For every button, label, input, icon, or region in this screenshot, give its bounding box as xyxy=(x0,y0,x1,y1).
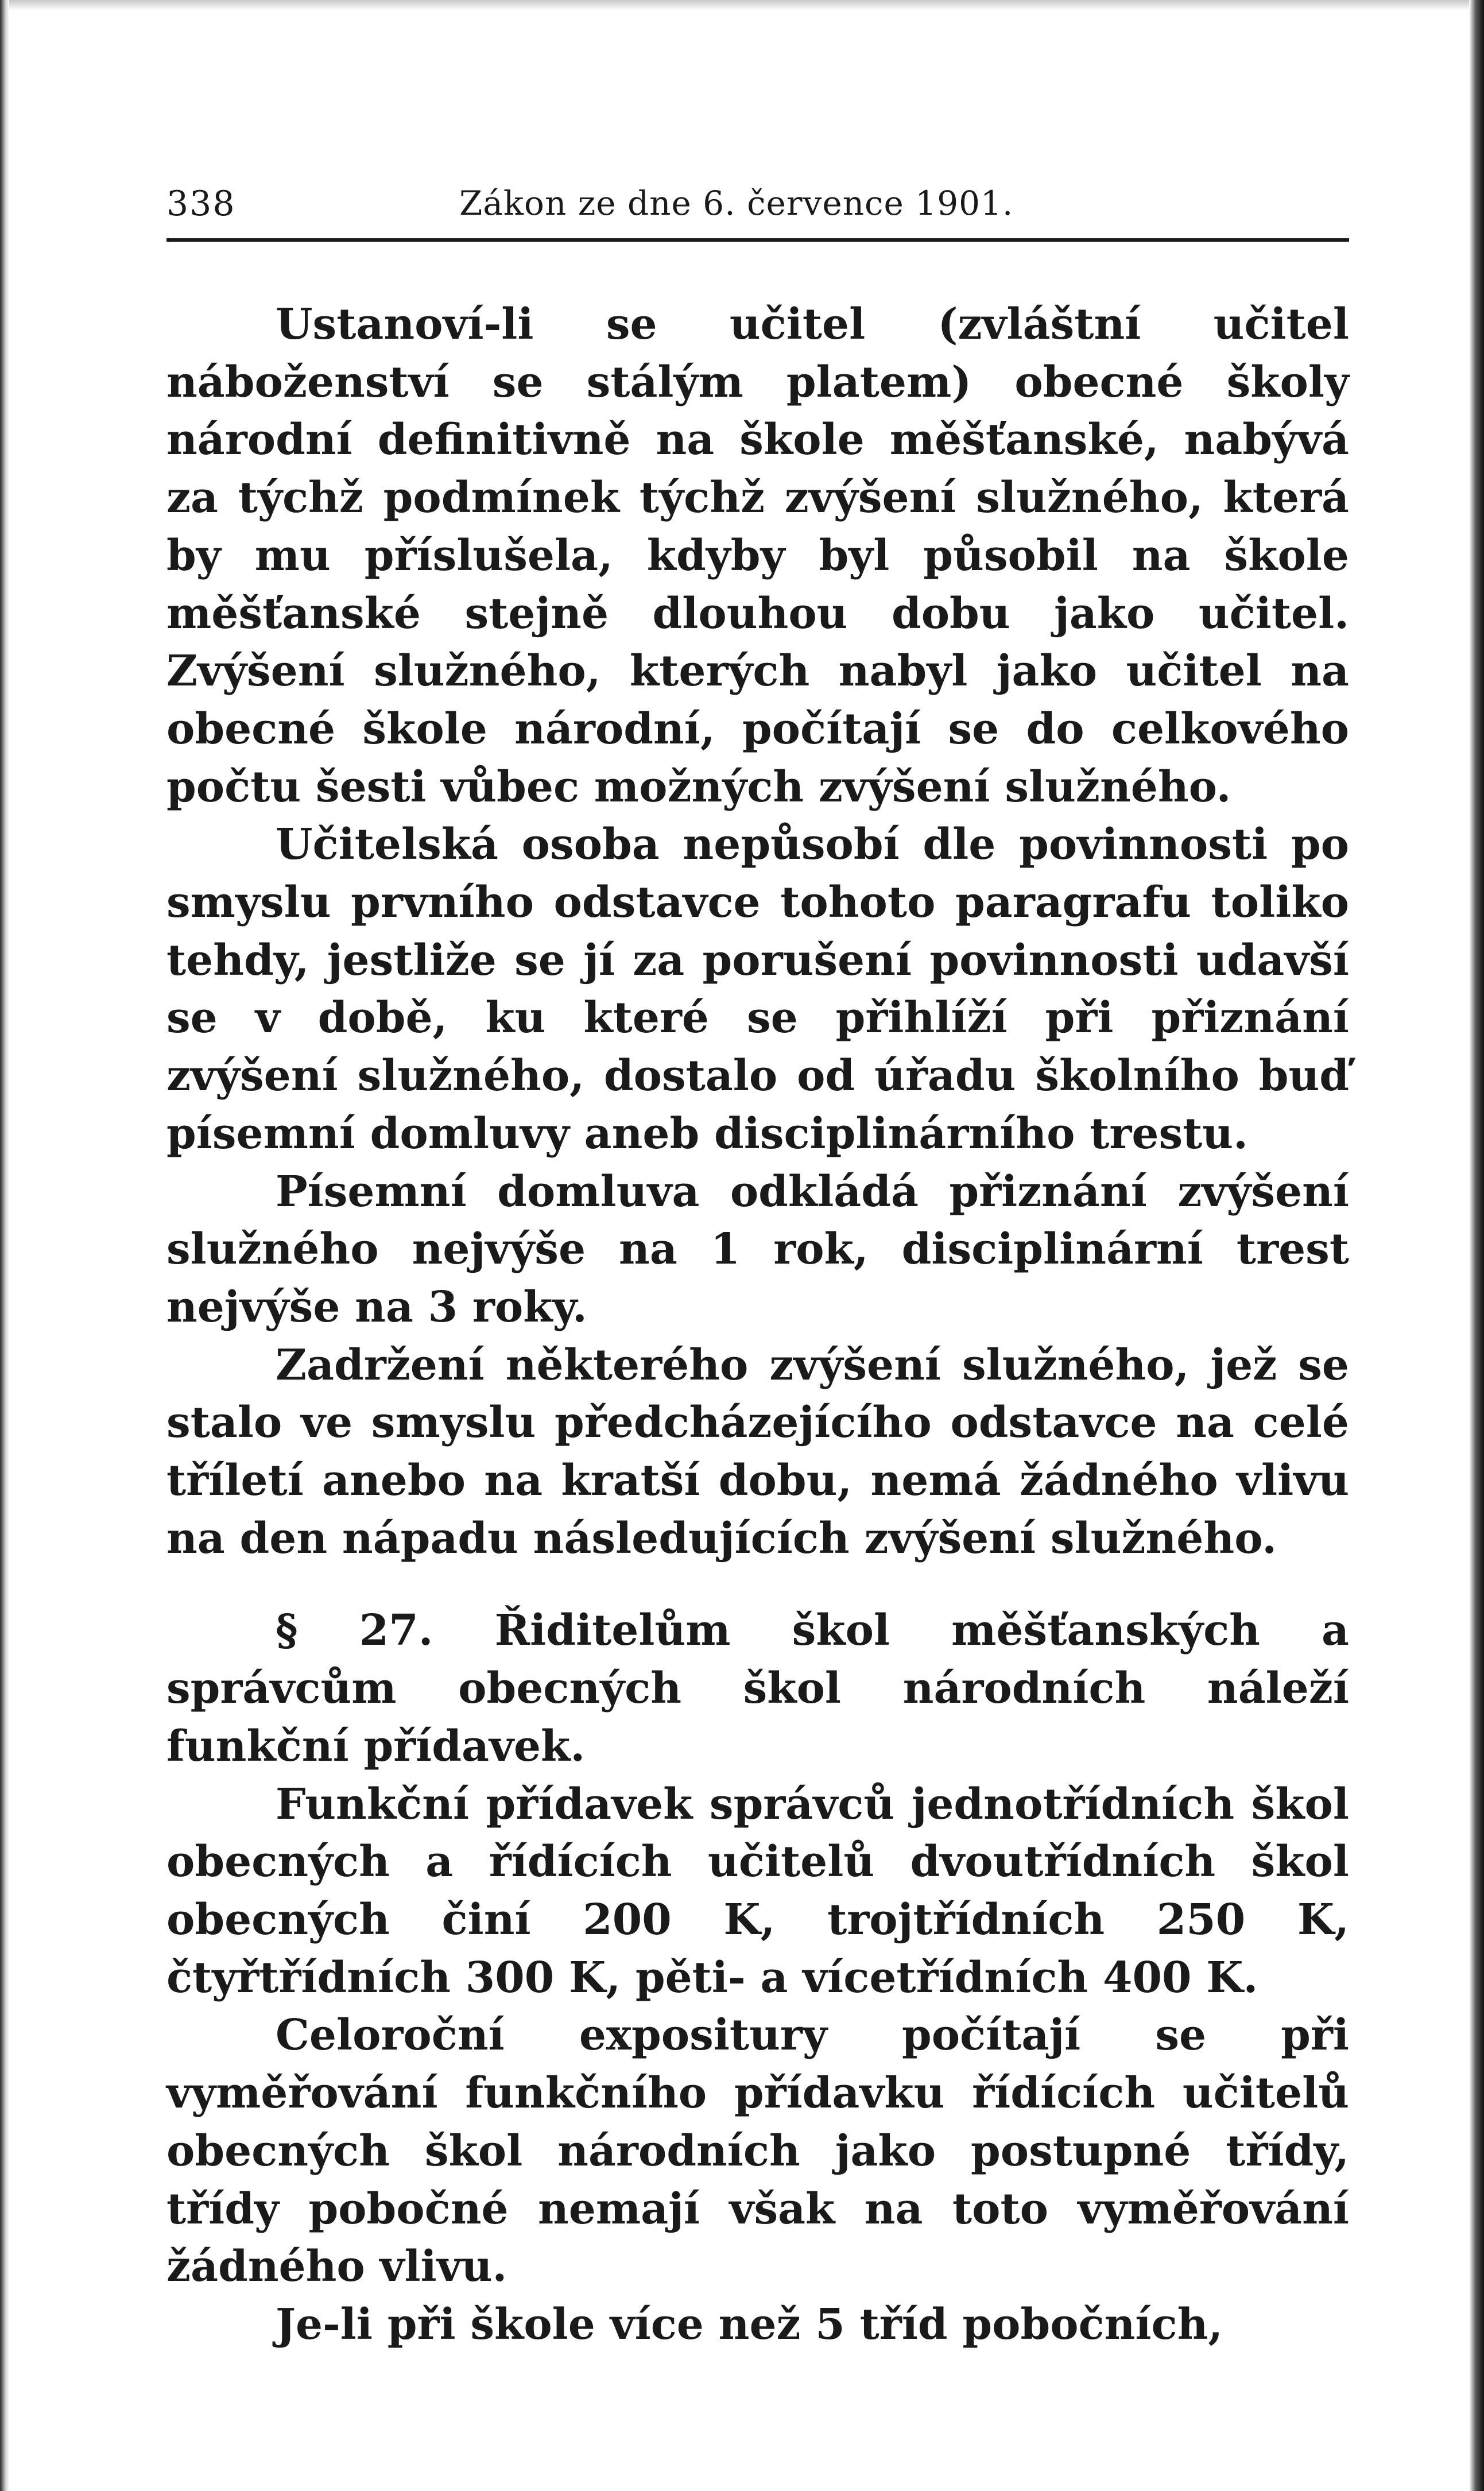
paragraph: Učitelská osoba nepůsobí dle povinnosti po smyslu prvního odstavce tohoto paragrafu toliko tehdy, jestliže se jí za porušení povinnosti udavší se v době, ku které se přihlíží při přiznání zvýšení služného, dostalo od úřadu školního buď písemní domluvy aneb disciplinárního trestu. xyxy=(166,820,1349,1159)
paragraph: Celoroční expositury počítají se při vyměřování funkčního přídavku řídících učitelů obecných škol národních jako postupné třídy, třídy pobočné nemají však na toto vyměřování žádného vlivu. xyxy=(166,2010,1349,2292)
page-number: 338 xyxy=(166,184,236,224)
paragraph: Je-li při škole více než 5 tříd pobočních, xyxy=(276,2299,1223,2349)
paragraph: Ustanoví-li se učitel (zvláštní učitel náboženství se stálým platem) obecné školy národní definitivně na škole měšťanské, nabývá za týchž podmínek týchž zvýšení služného, která by mu příslušela, kdyby byl působil na škole měšťanské stejně dlouhou dobu jako učitel. Zvýšení služného, kterých nabyl jako učitel na obecné škole národní, počítají se do celkového počtu šesti vůbec možných zvýšení služného. xyxy=(166,300,1349,812)
paragraph: Písemní domluva odkládá přiznání zvýšení služného nejvýše na 1 rok, disciplinární trest nejvýše na 3 roky. xyxy=(166,1167,1349,1332)
scan-edge-right xyxy=(1469,0,1484,2491)
running-head: Zákon ze dne 6. července 1901. xyxy=(459,184,1014,223)
paragraph: Zadržení některého zvýšení služného, jež se stalo ve smyslu předcházejícího odstavce na celé tříletí anebo na kratší dobu, nemá žádného vlivu na den nápadu následujících zvýšení služného. xyxy=(166,1340,1349,1563)
header-rule xyxy=(166,238,1349,242)
scan-edge-top xyxy=(0,0,1484,10)
scan-edge-left xyxy=(0,0,9,2491)
page-header xyxy=(166,178,1349,235)
paragraph: Funkční přídavek správců jednotřídních škol obecných a řídících učitelů dvoutřídních škol obecných činí 200 K, trojtřídních 250 K, čtyřtřídních 300 K, pěti- a vícetřídních 400 K. xyxy=(166,1779,1349,2002)
paragraph-section-27: § 27. Řiditelům škol měšťanských a správcům obecných škol národních náleží funkční přídavek. xyxy=(166,1606,1349,1771)
body-text xyxy=(166,296,1349,2354)
